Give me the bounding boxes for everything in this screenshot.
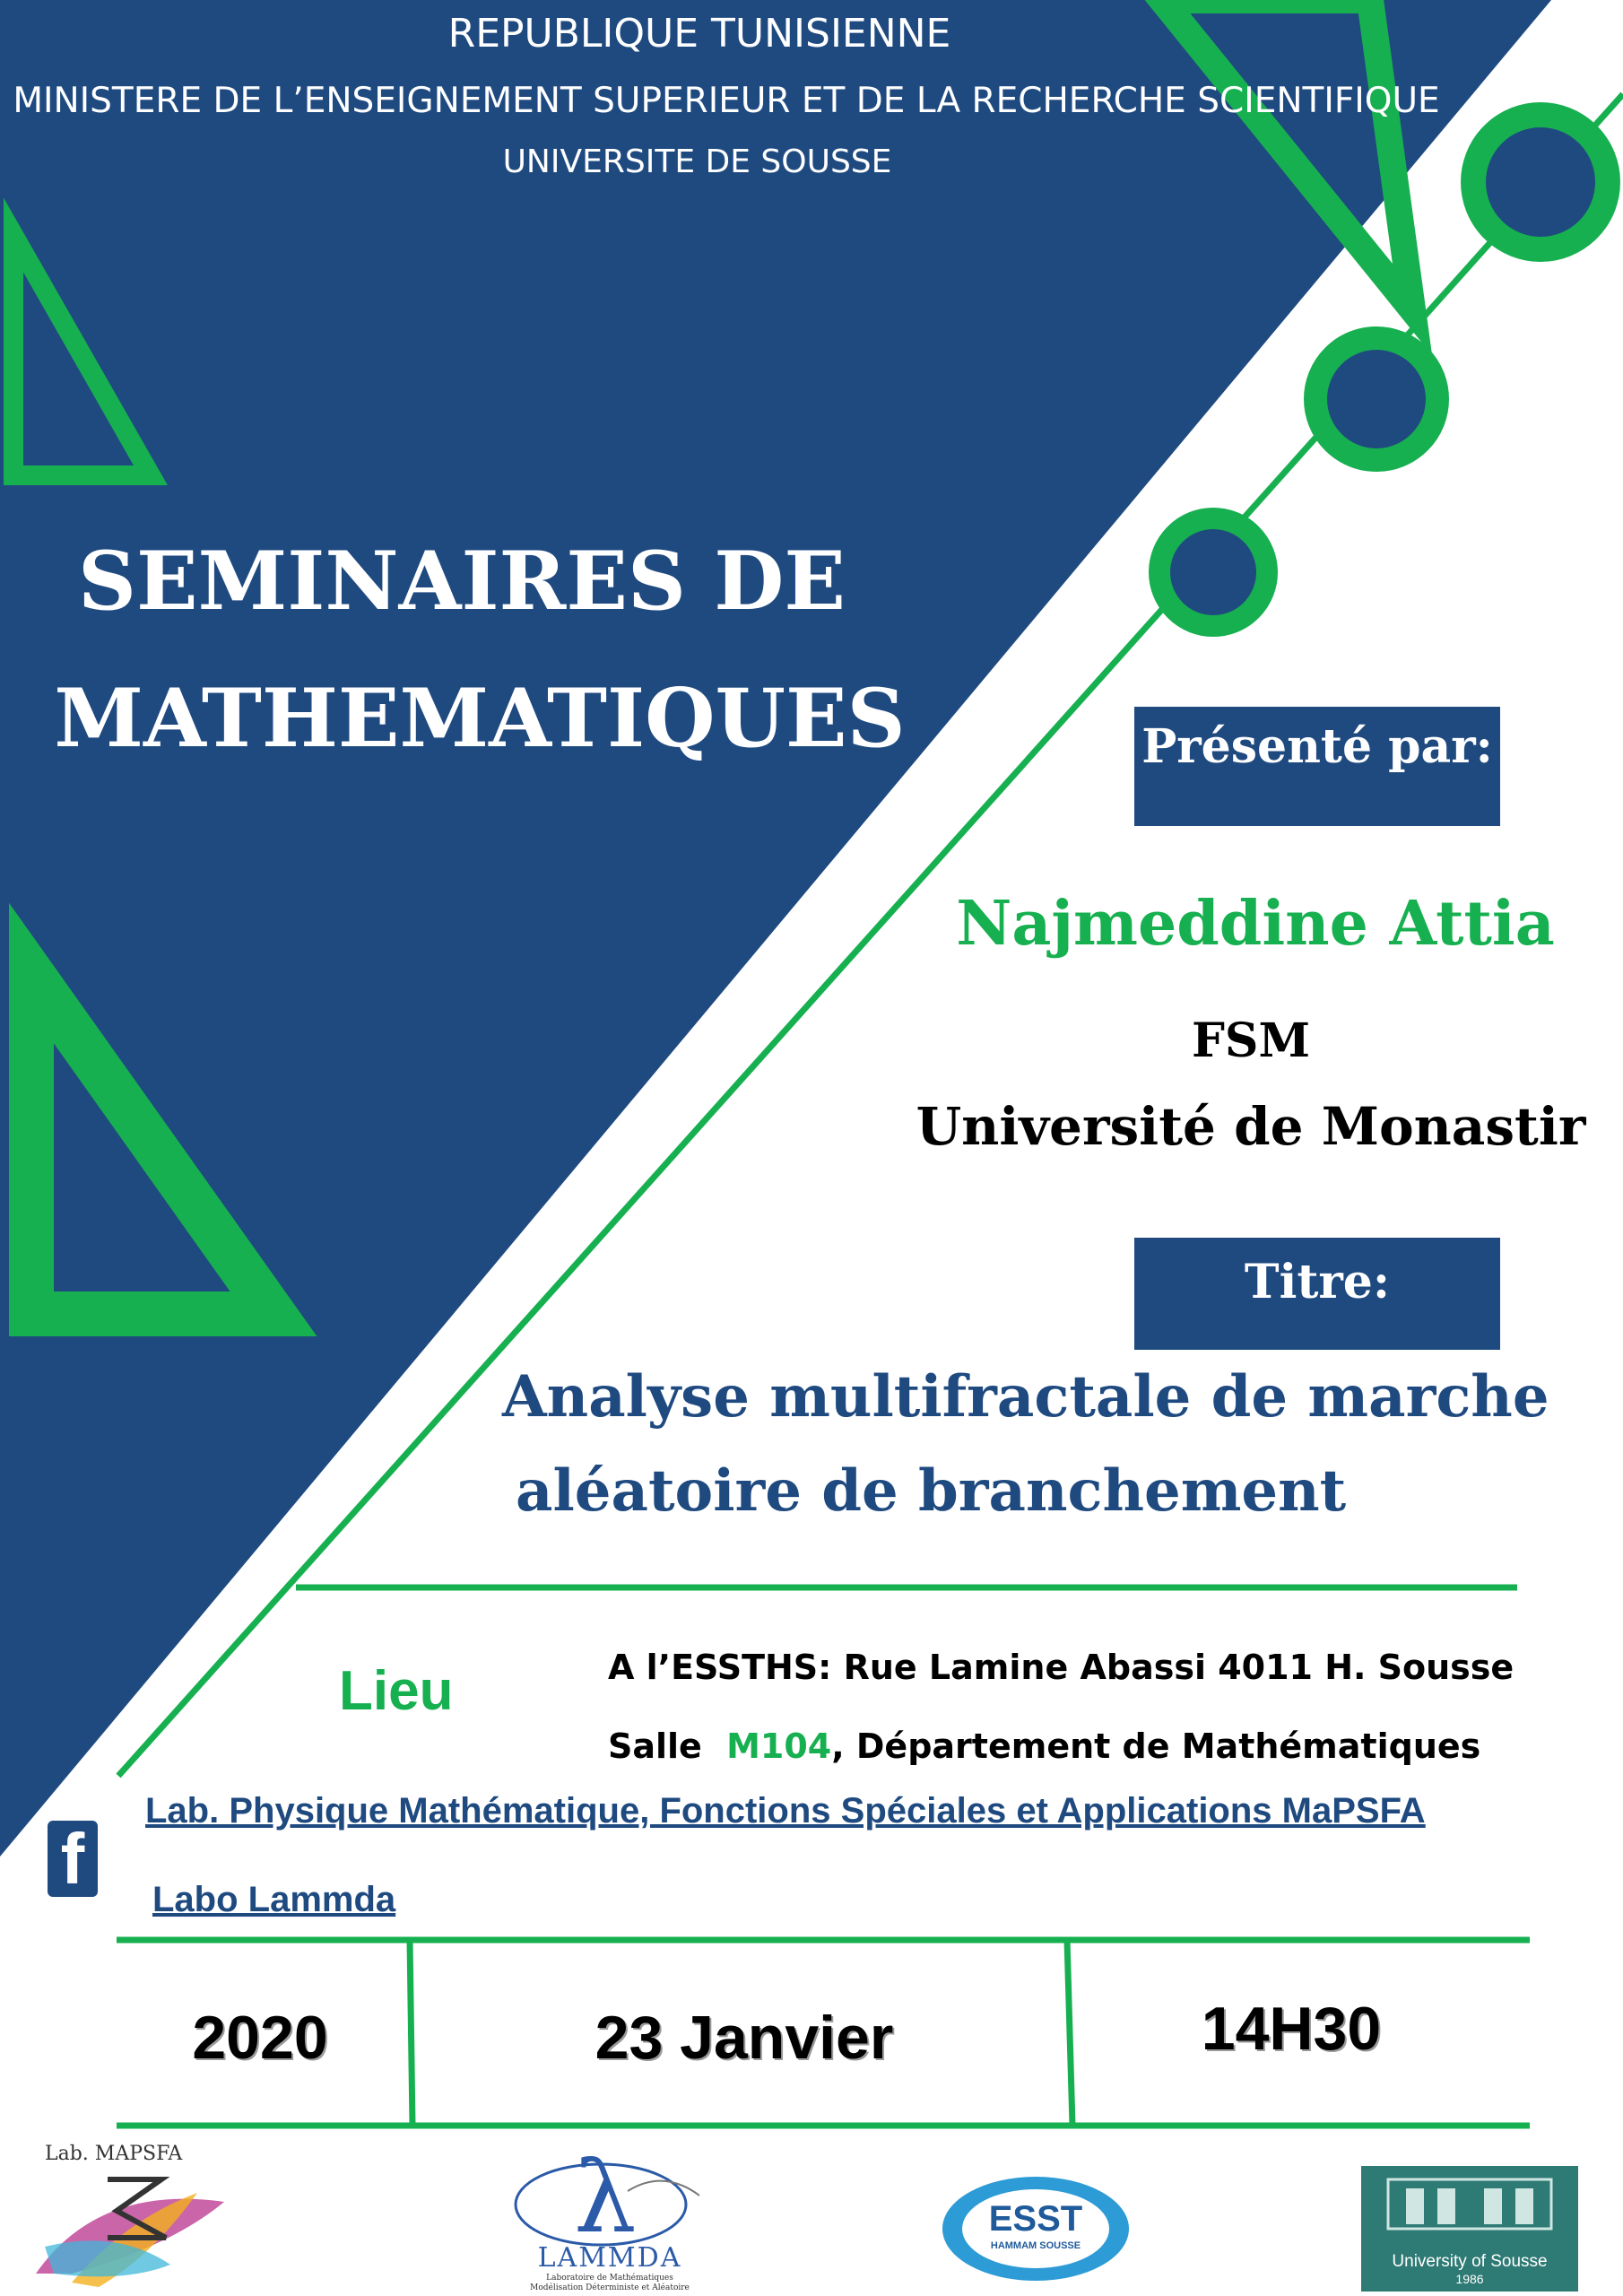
talk-title-line-1: Analyse multifractale de marche <box>502 1363 1549 1431</box>
university-of-sousse-logo <box>1361 2166 1578 2292</box>
lammda-logo-title: LAMMDA <box>537 2242 682 2274</box>
title-line-2: MATHEMATIQUES <box>54 671 906 766</box>
esst-logo <box>937 2161 1134 2287</box>
talk-title-label: Titre: <box>1134 1238 1500 1350</box>
schedule-time: 14H30 <box>1201 1995 1382 2063</box>
lammda-logo-sub2: Modélisation Déterministe et Aléatoire <box>530 2283 690 2292</box>
lammda-logo <box>493 2142 726 2294</box>
header-university: UNIVERSITE DE SOUSSE <box>502 144 892 180</box>
talk-title-line-2: aléatoire de branchement <box>516 1457 1347 1525</box>
green-ring-lower <box>1159 518 1267 626</box>
university-logo-year: 1986 <box>1455 2272 1484 2286</box>
venue-room-prefix: Salle <box>608 1726 702 1766</box>
presenter-affiliation-university: Université de Monastir <box>916 1096 1586 1157</box>
green-ring-middle <box>1315 338 1437 460</box>
venue-room-number: M104 <box>726 1726 832 1766</box>
table-divider-2 <box>1067 1940 1072 2126</box>
lammda-logo-sub1: Laboratoire de Mathématiques <box>546 2274 673 2283</box>
svg-text:λ: λ <box>574 2142 637 2249</box>
mapsfa-logo <box>18 2139 242 2292</box>
presenter-name: Najmeddine Attia <box>956 888 1555 960</box>
header-republic: REPUBLIQUE TUNISIENNE <box>447 11 951 57</box>
presenter-affiliation-faculty: FSM <box>1191 1013 1311 1068</box>
facebook-icon[interactable]: f <box>48 1821 98 1897</box>
schedule-year: 2020 <box>192 2004 328 2072</box>
university-logo-name: University of Sousse <box>1392 2252 1548 2271</box>
venue-room-line <box>608 1726 1480 1766</box>
esst-logo-sub: HAMMAM SOUSSE <box>990 2240 1081 2251</box>
venue-address: A l’ESSTHS: Rue Lamine Abassi 4011 H. Sousse <box>608 1648 1515 1687</box>
venue-room-suffix: , Département de Mathématiques <box>831 1726 1481 1766</box>
table-divider-1 <box>410 1940 412 2126</box>
venue-label: Lieu <box>339 1660 454 1722</box>
title-line-1: SEMINAIRES DE <box>78 534 846 629</box>
presented-by-label: Présenté par: <box>1134 707 1500 826</box>
esst-logo-main: ESST <box>988 2199 1083 2239</box>
header-ministry: MINISTERE DE L’ENSEIGNEMENT SUPERIEUR ET DE LA RECHERCHE SCIENTIFIQUE <box>13 81 1440 121</box>
schedule-date: 23 Janvier <box>595 2004 894 2072</box>
mapsfa-logo-text: Lab. MAPSFA <box>45 2143 183 2165</box>
lab-mapsfa-link[interactable]: Lab. Physique Mathématique, Fonctions Spéciales et Applications MaPSFA <box>145 1791 1426 1831</box>
labo-lammda-link[interactable]: Labo Lammda <box>152 1880 396 1919</box>
green-ring-top-right <box>1473 115 1608 249</box>
